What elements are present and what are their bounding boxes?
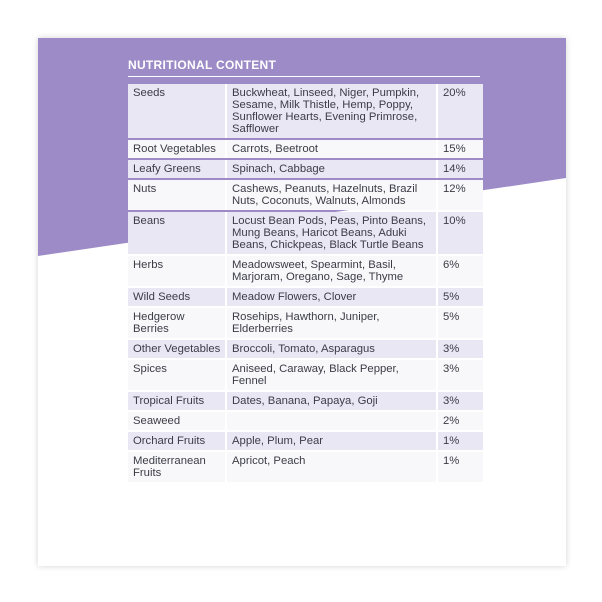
table-row	[128, 256, 483, 286]
category-cell: Mediterranean Fruits	[128, 452, 227, 482]
category-cell: Spices	[128, 360, 227, 390]
percent-cell: 3%	[438, 340, 483, 358]
ingredients-cell: Locust Bean Pods, Peas, Pinto Beans, Mung Beans, Haricot Beans, Aduki Beans, Chickpeas, Black Turtle Beans	[227, 212, 438, 254]
ingredients-cell: Apricot, Peach	[227, 452, 438, 482]
table-row	[128, 412, 483, 430]
nutrition-table	[128, 82, 483, 484]
ingredients-cell: Meadowsweet, Spearmint, Basil, Marjoram, Oregano, Sage, Thyme	[227, 256, 438, 286]
percent-cell: 20%	[438, 84, 483, 138]
title-divider	[128, 76, 480, 77]
table-row	[128, 308, 483, 338]
percent-cell: 3%	[438, 392, 483, 410]
section-title: NUTRITIONAL CONTENT	[128, 58, 277, 72]
percent-cell: 2%	[438, 412, 483, 430]
category-cell: Root Vegetables	[128, 140, 227, 158]
percent-cell: 5%	[438, 308, 483, 338]
category-cell: Nuts	[128, 180, 227, 210]
nutrition-card	[38, 38, 566, 566]
category-cell: Seeds	[128, 84, 227, 138]
table-row	[128, 432, 483, 450]
category-cell: Beans	[128, 212, 227, 254]
table-row	[128, 84, 483, 138]
ingredients-cell: Rosehips, Hawthorn, Juniper, Elderberries	[227, 308, 438, 338]
table-row	[128, 340, 483, 358]
table-row	[128, 360, 483, 390]
percent-cell: 6%	[438, 256, 483, 286]
percent-cell: 12%	[438, 180, 483, 210]
table-row	[128, 392, 483, 410]
ingredients-cell: Buckwheat, Linseed, Niger, Pumpkin, Sesame, Milk Thistle, Hemp, Poppy, Sunflower Hearts, Evening Primrose, Safflower	[227, 84, 438, 138]
category-cell: Other Vegetables	[128, 340, 227, 358]
percent-cell: 15%	[438, 140, 483, 158]
table-row	[128, 288, 483, 306]
ingredients-cell: Cashews, Peanuts, Hazelnuts, Brazil Nuts, Coconuts, Walnuts, Almonds	[227, 180, 438, 210]
ingredients-cell: Apple, Plum, Pear	[227, 432, 438, 450]
ingredients-cell: Spinach, Cabbage	[227, 160, 438, 178]
ingredients-cell: Carrots, Beetroot	[227, 140, 438, 158]
category-cell: Wild Seeds	[128, 288, 227, 306]
category-cell: Orchard Fruits	[128, 432, 227, 450]
percent-cell: 3%	[438, 360, 483, 390]
category-cell: Tropical Fruits	[128, 392, 227, 410]
percent-cell: 1%	[438, 432, 483, 450]
percent-cell: 14%	[438, 160, 483, 178]
category-cell: Herbs	[128, 256, 227, 286]
percent-cell: 5%	[438, 288, 483, 306]
table-row	[128, 160, 483, 178]
ingredients-cell: Aniseed, Caraway, Black Pepper, Fennel	[227, 360, 438, 390]
table-row	[128, 452, 483, 482]
ingredients-cell: Dates, Banana, Papaya, Goji	[227, 392, 438, 410]
ingredients-cell: Broccoli, Tomato, Asparagus	[227, 340, 438, 358]
percent-cell: 10%	[438, 212, 483, 254]
ingredients-cell: Meadow Flowers, Clover	[227, 288, 438, 306]
category-cell: Hedgerow Berries	[128, 308, 227, 338]
table-row	[128, 180, 483, 210]
ingredients-cell	[227, 412, 438, 430]
percent-cell: 1%	[438, 452, 483, 482]
nutrition-panel	[128, 58, 480, 484]
table-row	[128, 212, 483, 254]
category-cell: Leafy Greens	[128, 160, 227, 178]
category-cell: Seaweed	[128, 412, 227, 430]
table-row	[128, 140, 483, 158]
